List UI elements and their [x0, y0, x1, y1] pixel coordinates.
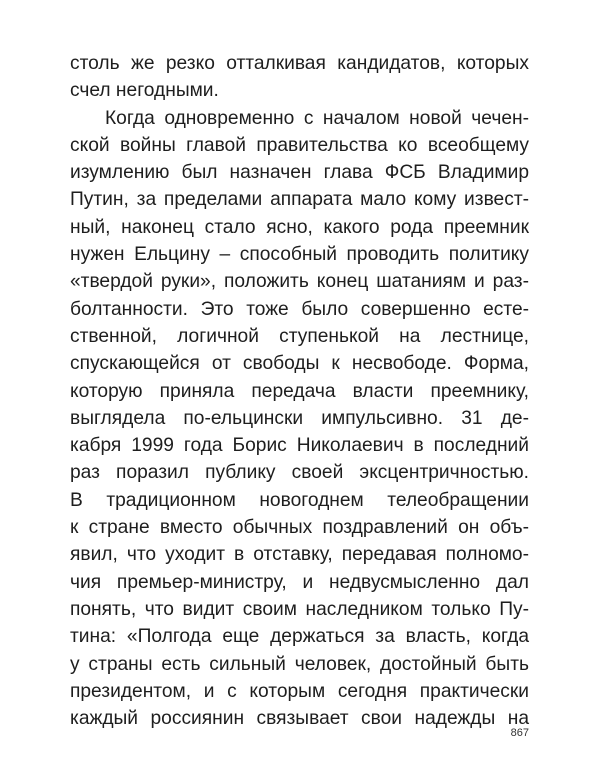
text-line: Путин, за пределами аппарата мало кому извест- — [70, 189, 529, 211]
text-line: которую приняла передача власти преемнику, — [70, 380, 529, 402]
text-line: чия премьер-министру, и недвусмысленно дал — [70, 571, 529, 593]
text-line: президентом, и с которым сегодня практически — [70, 680, 529, 702]
text-line: явил, что уходит в отставку, передавая полномо- — [70, 544, 529, 566]
text-line: к стране вместо обычных поздравлений он объ- — [70, 517, 529, 539]
text-line: нужен Ельцину – способный проводить политику — [70, 244, 529, 266]
text-line: спускающейся от свободы к несвободе. Форма, — [70, 353, 529, 375]
text-line: каждый россиянин связывает свои надежды на — [70, 708, 529, 730]
body-text — [70, 50, 529, 732]
text-line: раз поразил публику своей эксцентричностью. — [70, 462, 529, 484]
text-line: ской войны главой правительства ко всеобщему — [70, 134, 529, 156]
text-line: ственной, логичной ступенькой на лестнице, — [70, 325, 529, 347]
text-line: болтанности. Это тоже было совершенно есте- — [70, 298, 529, 320]
page-number: 867 — [510, 727, 529, 739]
text-line: понять, что видит своим наследником только Пу- — [70, 598, 529, 620]
text-line: кабря 1999 года Борис Николаевич в последний — [70, 435, 529, 457]
text-line: ный, наконец стало ясно, какого рода преемник — [70, 216, 529, 238]
text-line: изумлению был назначен глава ФСБ Владимир — [70, 162, 529, 184]
text-line: В традиционном новогоднем телеобращении — [70, 489, 529, 511]
text-line: выглядела по-ельцински импульсивно. 31 де- — [70, 407, 529, 429]
text-line: тина: «Полгода еще держаться за власть, когда — [70, 626, 529, 648]
text-line: «твердой руки», положить конец шатаниям и раз- — [70, 271, 529, 293]
text-line: столь же резко отталкивая кандидатов, которых — [70, 53, 529, 74]
text-line: у страны есть сильный человек, достойный быть — [70, 653, 529, 675]
paragraph-first-line: Когда одновременно с началом новой чечен- — [105, 107, 529, 129]
paragraph-end-line: счел негодными. — [70, 80, 219, 102]
